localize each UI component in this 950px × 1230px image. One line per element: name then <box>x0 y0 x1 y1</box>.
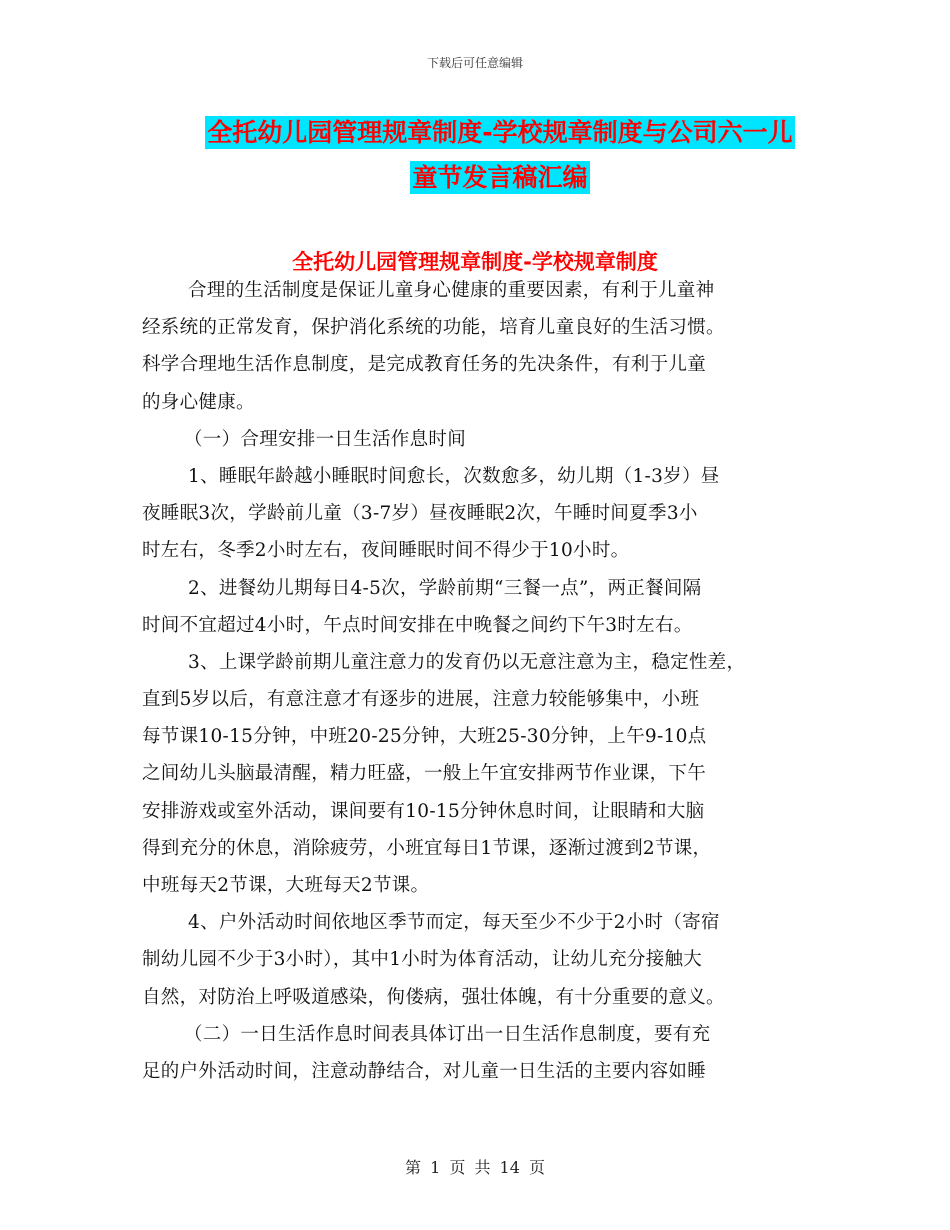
body-line: 每节课10-15分钟，中班20-25分钟，大班25-30分钟，上午9-10点 <box>142 726 707 748</box>
body-line: 1、睡眠年龄越小睡眠时间愈长，次数愈多，幼儿期（1-3岁）昼 <box>188 465 720 487</box>
subheading-line: （一）合理安排一日生活作息时间 <box>184 428 467 450</box>
body-line: 直到5岁以后，有意注意才有逐步的进展，注意力较能够集中，小班 <box>142 689 700 711</box>
body-line: 之间幼儿头脑最清醒，精力旺盛，一般上午宜安排两节作业课，下午 <box>142 763 707 785</box>
body-line: 得到充分的休息，消除疲劳，小班宜每日1节课，逐渐过渡到2节课， <box>142 837 712 859</box>
body-text <box>142 272 822 1090</box>
document-title <box>185 110 815 200</box>
header-note: 下载后可任意编辑 <box>426 56 523 70</box>
body-line: 自然，对防治上呼吸道感染，佝偻病，强壮体魄，有十分重要的意义。 <box>142 986 725 1008</box>
document-title-line-1: 全托幼儿园管理规章制度-学校规章制度与公司六一儿 <box>207 118 793 147</box>
body-line: 夜睡眠3次，学龄前儿童（3-7岁）昼夜睡眠2次，午睡时间夏季3小 <box>142 503 698 525</box>
section-title: 全托幼儿园管理规章制度-学校规章制度 <box>292 250 658 274</box>
body-line: 3、上课学龄前期儿童注意力的发育仍以无意注意为主，稳定性差， <box>188 651 746 673</box>
subheading-line: （二）一日生活作息时间表具体订出一日生活作息制度，要有充 <box>184 1023 711 1045</box>
page-number: 第 1 页 共 14 页 <box>405 1158 545 1177</box>
body-line: 经系统的正常发育，保护消化系统的功能，培育儿童良好的生活习惯。 <box>142 317 725 339</box>
body-line: 安排游戏或室外活动，课间要有10-15分钟休息时间，让眼睛和大脑 <box>142 800 705 822</box>
body-line: 的身心健康。 <box>142 391 255 413</box>
body-line: 时间不宜超过4小时，午点时间安排在中晚餐之间约下午3时左右。 <box>142 614 693 636</box>
body-line: 足的户外活动时间，注意动静结合，对儿童一日生活的主要内容如睡 <box>142 1060 707 1082</box>
body-line: 科学合理地生活作息制度，是完成教育任务的先决条件，有利于儿童 <box>142 354 707 376</box>
body-line: 中班每天2节课，大班每天2节课。 <box>142 875 430 896</box>
body-line: 制幼儿园不少于3小时），其中1小时为体育活动，让幼儿充分接触大 <box>142 949 703 971</box>
body-line: 时左右，冬季2小时左右，夜间睡眠时间不得少于10小时。 <box>142 540 630 562</box>
body-line: 2、进餐幼儿期每日4-5次，学龄前期“三餐一点”，两正餐间隔 <box>188 577 702 599</box>
body-line: 合理的生活制度是保证儿童身心健康的重要因素，有利于儿童神 <box>188 280 715 301</box>
body-line: 4、户外活动时间依地区季节而定，每天至少不少于2小时（寄宿 <box>188 912 720 934</box>
document-title-line-2: 童节发言稿汇编 <box>412 163 588 192</box>
